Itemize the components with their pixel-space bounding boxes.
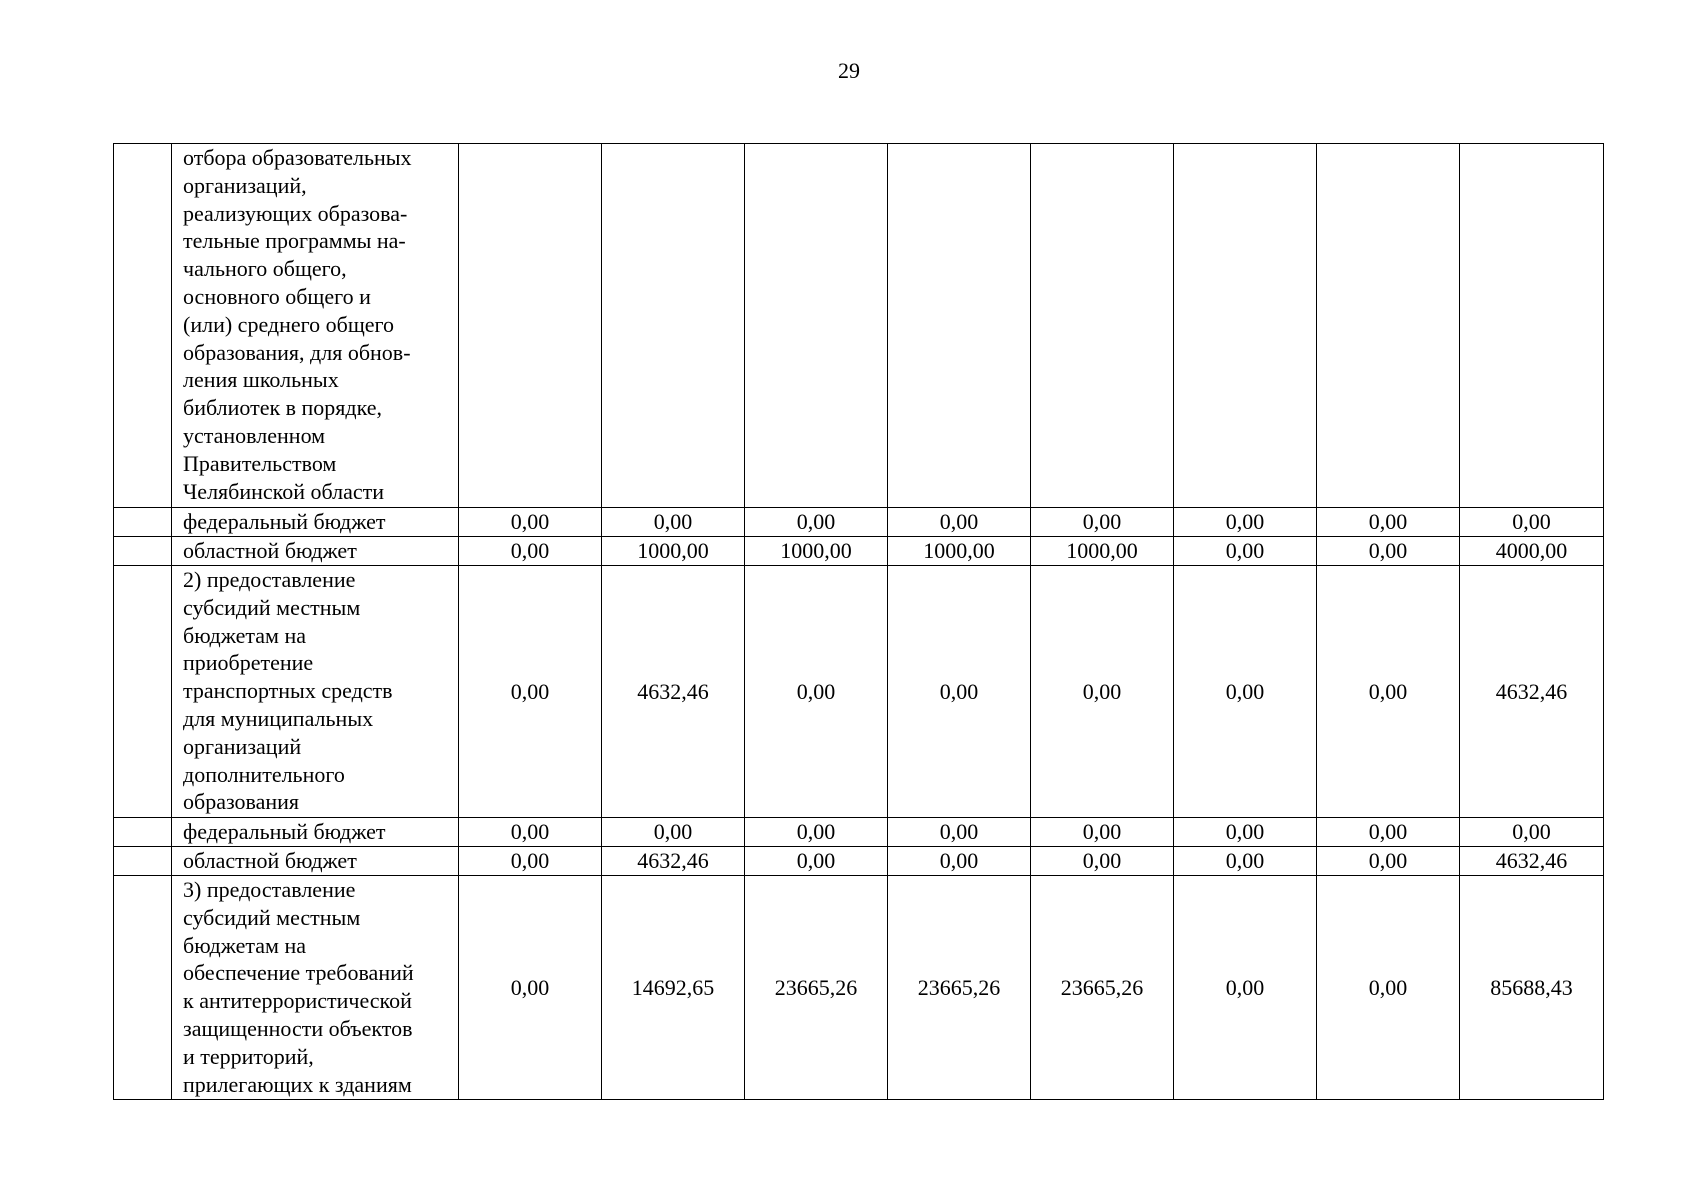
value-cell bbox=[1317, 144, 1460, 508]
row-label-cell: отбора образовательных организаций, реализующих образова- тельные программы на- чального общего, основного общего и (или) среднего общего образования, для обнов- ления школьных библиотек в порядке, установленном Правительством Челябинской области bbox=[172, 144, 459, 508]
page-number: 29 bbox=[838, 58, 860, 83]
value-cell: 0,00 bbox=[1174, 537, 1317, 566]
row-index-cell bbox=[114, 508, 172, 537]
value-cell: 0,00 bbox=[1460, 818, 1604, 847]
value-cell: 0,00 bbox=[1174, 566, 1317, 818]
value-cell: 4632,46 bbox=[602, 566, 745, 818]
value-cell: 0,00 bbox=[1174, 508, 1317, 537]
value-cell: 0,00 bbox=[888, 847, 1031, 876]
row-label-cell: федеральный бюджет bbox=[172, 508, 459, 537]
value-cell: 0,00 bbox=[459, 847, 602, 876]
table-row bbox=[114, 144, 1604, 508]
value-cell: 0,00 bbox=[1317, 508, 1460, 537]
value-cell bbox=[745, 144, 888, 508]
table-row bbox=[114, 818, 1604, 847]
value-cell: 23665,26 bbox=[1031, 876, 1174, 1100]
value-cell: 1000,00 bbox=[602, 537, 745, 566]
value-cell: 4632,46 bbox=[1460, 566, 1604, 818]
value-cell: 23665,26 bbox=[745, 876, 888, 1100]
value-cell: 0,00 bbox=[1031, 508, 1174, 537]
row-index-cell bbox=[114, 144, 172, 508]
value-cell: 1000,00 bbox=[1031, 537, 1174, 566]
row-index-cell bbox=[114, 818, 172, 847]
value-cell: 0,00 bbox=[745, 508, 888, 537]
value-cell: 14692,65 bbox=[602, 876, 745, 1100]
value-cell: 0,00 bbox=[1174, 847, 1317, 876]
table-row bbox=[114, 566, 1604, 818]
value-cell: 23665,26 bbox=[888, 876, 1031, 1100]
value-cell: 0,00 bbox=[1317, 818, 1460, 847]
value-cell: 0,00 bbox=[745, 566, 888, 818]
value-cell: 0,00 bbox=[459, 876, 602, 1100]
row-index-cell bbox=[114, 537, 172, 566]
value-cell: 0,00 bbox=[1174, 876, 1317, 1100]
row-label-cell: 2) предоставление субсидий местным бюджетам на приобретение транспортных средств для муниципальных организаций дополнительного образования bbox=[172, 566, 459, 818]
table-row bbox=[114, 847, 1604, 876]
value-cell: 0,00 bbox=[1031, 818, 1174, 847]
value-cell: 0,00 bbox=[459, 818, 602, 847]
value-cell bbox=[459, 144, 602, 508]
value-cell: 4632,46 bbox=[602, 847, 745, 876]
value-cell: 0,00 bbox=[459, 537, 602, 566]
row-label-cell: федеральный бюджет bbox=[172, 818, 459, 847]
value-cell: 1000,00 bbox=[745, 537, 888, 566]
value-cell: 4632,46 bbox=[1460, 847, 1604, 876]
value-cell: 4000,00 bbox=[1460, 537, 1604, 566]
table-row bbox=[114, 876, 1604, 1100]
value-cell: 0,00 bbox=[1317, 537, 1460, 566]
value-cell: 0,00 bbox=[1317, 876, 1460, 1100]
row-index-cell bbox=[114, 847, 172, 876]
value-cell bbox=[602, 144, 745, 508]
row-index-cell bbox=[114, 566, 172, 818]
value-cell: 0,00 bbox=[459, 508, 602, 537]
value-cell: 0,00 bbox=[888, 566, 1031, 818]
table-body bbox=[114, 144, 1604, 1100]
budget-table bbox=[113, 143, 1604, 1100]
value-cell bbox=[1174, 144, 1317, 508]
value-cell: 0,00 bbox=[888, 818, 1031, 847]
value-cell: 0,00 bbox=[1317, 847, 1460, 876]
value-cell: 85688,43 bbox=[1460, 876, 1604, 1100]
value-cell bbox=[1031, 144, 1174, 508]
value-cell: 0,00 bbox=[1031, 566, 1174, 818]
value-cell: 0,00 bbox=[1317, 566, 1460, 818]
value-cell: 0,00 bbox=[1174, 818, 1317, 847]
value-cell bbox=[888, 144, 1031, 508]
value-cell: 1000,00 bbox=[888, 537, 1031, 566]
value-cell: 0,00 bbox=[1460, 508, 1604, 537]
value-cell: 0,00 bbox=[602, 508, 745, 537]
table-row bbox=[114, 508, 1604, 537]
row-index-cell bbox=[114, 876, 172, 1100]
value-cell: 0,00 bbox=[745, 847, 888, 876]
value-cell: 0,00 bbox=[888, 508, 1031, 537]
value-cell bbox=[1460, 144, 1604, 508]
row-label-cell: 3) предоставление субсидий местным бюджетам на обеспечение требований к антитеррористической защищенности объектов и территорий, прилегающих к зданиям bbox=[172, 876, 459, 1100]
value-cell: 0,00 bbox=[602, 818, 745, 847]
value-cell: 0,00 bbox=[459, 566, 602, 818]
value-cell: 0,00 bbox=[745, 818, 888, 847]
value-cell: 0,00 bbox=[1031, 847, 1174, 876]
row-label-cell: областной бюджет bbox=[172, 537, 459, 566]
table-row bbox=[114, 537, 1604, 566]
row-label-cell: областной бюджет bbox=[172, 847, 459, 876]
